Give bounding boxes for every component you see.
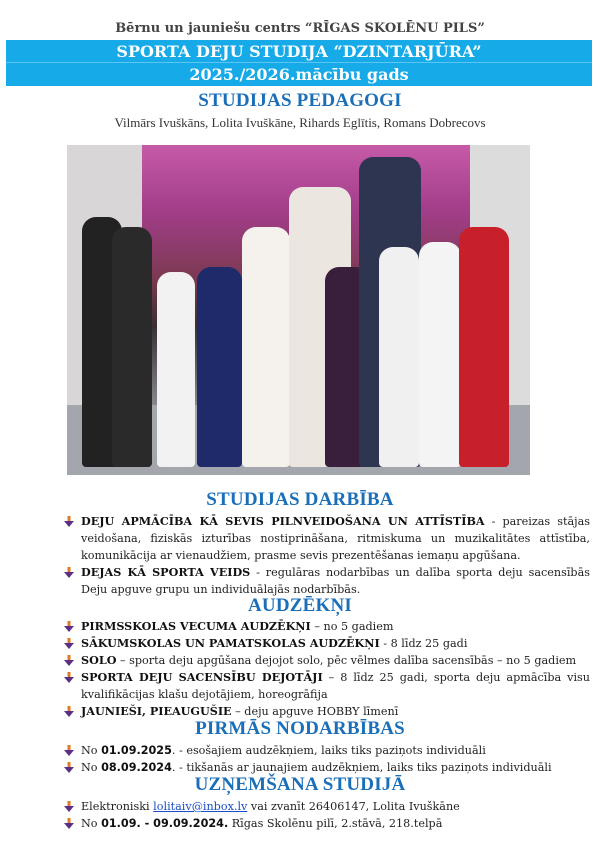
item-prefix: No bbox=[81, 761, 102, 774]
arrow-down-bullet-icon bbox=[64, 655, 74, 666]
item-title: DEJU APMĀCĪBA KĀ SEVIS PILNVEIDOŠANA UN ATTĪSTĪBA bbox=[81, 514, 485, 528]
item-text: - pareizas stājas veidošana, fiziskās izturības nostiprināšana, ritmiskuma un muzikalitātes attīstība, komunikācija ar vienaudžiem, prasme sevis prezentēšanas iemaņu apgūšana. bbox=[81, 515, 590, 562]
item-text: - regulāras nodarbības un dalība sporta deju sacensībās Deju apguve grupu un individuālajās nodarbībās. bbox=[81, 566, 590, 596]
students-list bbox=[62, 618, 590, 720]
email-link[interactable]: lolitaiv@inbox.lv bbox=[153, 800, 248, 813]
item-date: 01.09. - 09.09.2024. bbox=[101, 817, 229, 830]
item-title: SĀKUMSKOLAS UN PAMATSKOLAS AUDZĒKŅI bbox=[81, 636, 380, 650]
item-text: - 8 līdz 25 gadi bbox=[379, 637, 468, 650]
item-text: – 8 līdz 25 gadi, sporta deju apmācība visu kvalifikācijas klašu dejotājiem, horeogrāfija bbox=[81, 671, 591, 701]
first-lessons-list bbox=[62, 742, 590, 776]
studio-title: SPORTA DEJU STUDIJA “DZINTARJŪRA” bbox=[6, 40, 592, 63]
first-lessons-heading: PIRMĀS NODARBĪBAS bbox=[195, 718, 405, 739]
arrow-down-bullet-icon bbox=[64, 672, 74, 683]
item-text: – sporta deju apgūšana dejojot solo, pēc vēlmes dalība sacensībās – no 5 gadiem bbox=[116, 654, 577, 667]
item-prefix: Elektroniski bbox=[81, 800, 154, 813]
list-item bbox=[62, 618, 590, 635]
photo-figure bbox=[419, 242, 461, 467]
list-item bbox=[62, 742, 590, 759]
arrow-down-bullet-icon bbox=[64, 818, 74, 829]
photo-figure bbox=[242, 227, 290, 467]
group-photo bbox=[67, 145, 530, 475]
list-item bbox=[62, 513, 590, 564]
students-heading: AUDZĒKŅI bbox=[247, 595, 352, 616]
item-title: DEJAS KĀ SPORTA VEIDS bbox=[81, 565, 251, 579]
item-title: PIRMSSKOLAS VECUMA AUDZĒKŅI bbox=[81, 619, 311, 633]
list-item bbox=[62, 635, 590, 652]
list-item bbox=[62, 815, 590, 832]
activity-list bbox=[62, 513, 590, 598]
photo-figure bbox=[379, 247, 419, 467]
admission-heading: UZŅEMŠANA STUDIJĀ bbox=[194, 774, 406, 795]
photo-figure bbox=[459, 227, 509, 467]
list-item bbox=[62, 652, 590, 669]
arrow-down-bullet-icon bbox=[64, 567, 74, 578]
teachers-names: Vilmārs Ivuškāns, Lolita Ivuškāne, Rihards Eglītis, Romans Dobrecovs bbox=[114, 115, 486, 130]
item-title: SPORTA DEJU SACENSĪBU DEJOTĀJI bbox=[81, 670, 323, 684]
list-item bbox=[62, 798, 590, 815]
arrow-down-bullet-icon bbox=[64, 801, 74, 812]
item-text: – deju apguve HOBBY līmenī bbox=[231, 705, 399, 718]
school-year: 2025./2026.mācību gads bbox=[189, 65, 409, 84]
teachers-heading: STUDIJAS PEDAGOGI bbox=[198, 90, 402, 111]
item-title: SOLO bbox=[81, 653, 117, 667]
arrow-down-bullet-icon bbox=[64, 745, 74, 756]
item-date: 08.09.2024 bbox=[101, 761, 172, 774]
list-item bbox=[62, 564, 590, 598]
item-text: vai zvanīt 26406147, Lolita Ivuškāne bbox=[247, 800, 460, 813]
photo-figure bbox=[112, 227, 152, 467]
photo-figure bbox=[157, 272, 195, 467]
activity-heading: STUDIJAS DARBĪBA bbox=[206, 489, 394, 510]
title-band bbox=[6, 40, 592, 86]
item-date: 01.09.2025 bbox=[101, 744, 172, 757]
item-text: . - tikšanās ar jaunajiem audzēkņiem, laiks tiks paziņots individuāli bbox=[171, 761, 552, 774]
admission-list bbox=[62, 798, 590, 832]
arrow-down-bullet-icon bbox=[64, 762, 74, 773]
list-item bbox=[62, 669, 590, 703]
item-text: Rīgas Skolēnu pilī, 2.stāvā, 218.telpā bbox=[228, 817, 443, 830]
item-prefix: No bbox=[81, 744, 102, 757]
arrow-down-bullet-icon bbox=[64, 516, 74, 527]
arrow-down-bullet-icon bbox=[64, 621, 74, 632]
item-text: – no 5 gadiem bbox=[310, 620, 394, 633]
item-title: JAUNIEŠI, PIEAUGUŠIE bbox=[81, 704, 232, 718]
photo-figure bbox=[197, 267, 242, 467]
item-text: . - esošajiem audzēkņiem, laiks tiks paziņots individuāli bbox=[171, 744, 486, 757]
item-prefix: No bbox=[81, 817, 102, 830]
arrow-down-bullet-icon bbox=[64, 706, 74, 717]
arrow-down-bullet-icon bbox=[64, 638, 74, 649]
organization-name: Bērnu un jauniešu centrs “RĪGAS SKOLĒNU PILS” bbox=[115, 21, 485, 36]
